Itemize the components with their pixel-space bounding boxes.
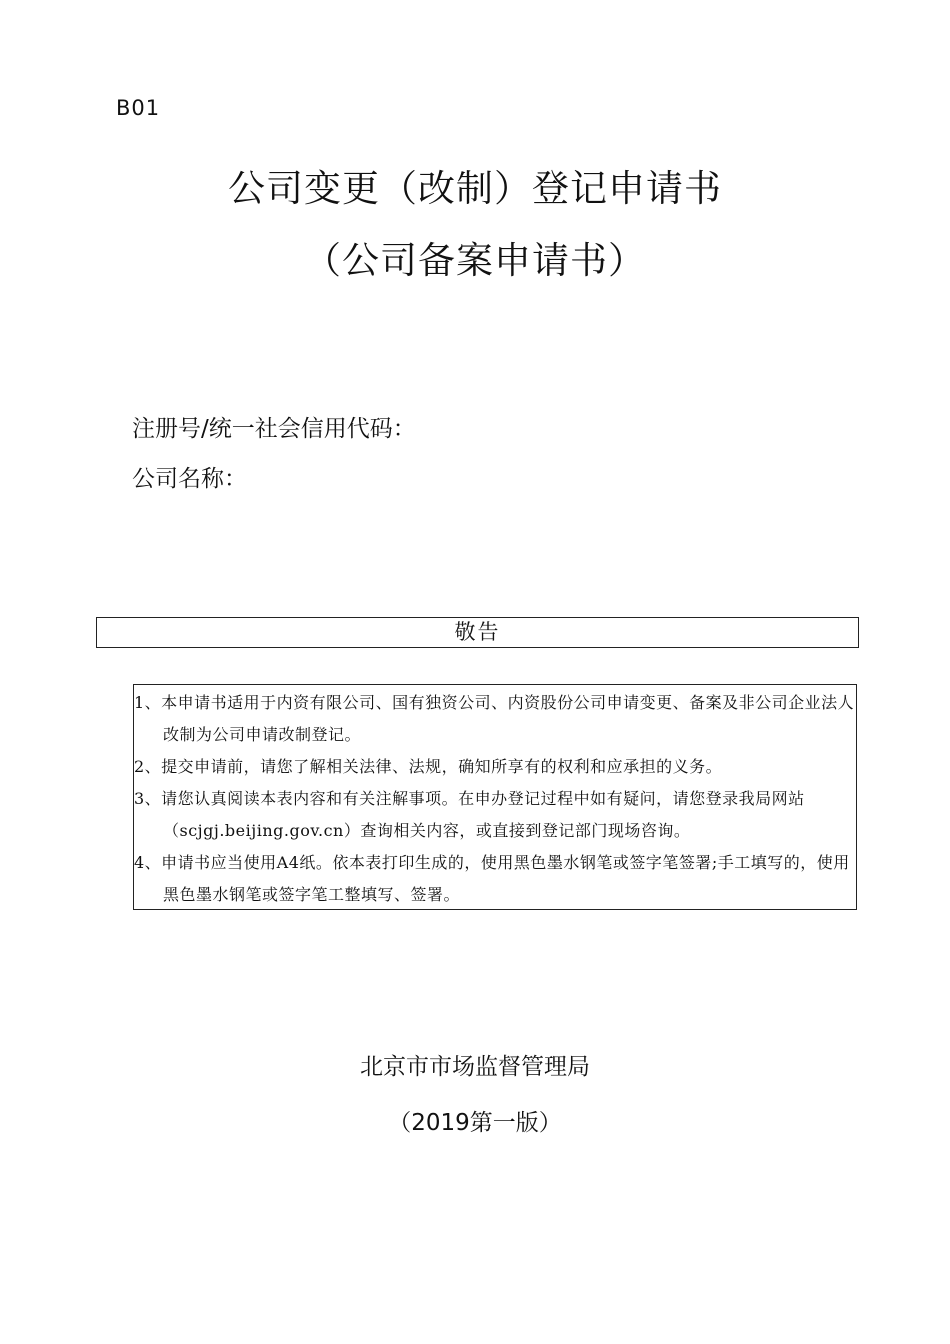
company-name-label: 公司名称： [132, 466, 247, 492]
document-subtitle: （公司备案申请书） [304, 239, 646, 282]
notice-item: 4、申请书应当使用A4纸。依本表打印生成的，使用黑色墨水钢笔或签字笔签署;手工填写的，使用黑色墨水钢笔或签字笔工整填写、签署。 [134, 853, 850, 904]
edition-label: （2019第一版） [388, 1110, 562, 1136]
document-title: 公司变更（改制）登记申请书 [228, 167, 722, 210]
notice-item: 2、提交申请前，请您了解相关法律、法规，确知所享有的权利和应承担的义务。 [134, 757, 723, 776]
registration-number-label: 注册号/统一社会信用代码： [132, 416, 416, 442]
notice-item: 1、本申请书适用于内资有限公司、国有独资公司、内资股份公司申请变更、备案及非公司企业法人改制为公司申请改制登记。 [134, 693, 855, 744]
form-code: B01 [116, 96, 161, 120]
notice-heading: 敬告 [96, 617, 859, 648]
notice-box [133, 684, 857, 910]
issuing-authority: 北京市市场监督管理局 [360, 1054, 590, 1080]
notice-item: 3、请您认真阅读本表内容和有关注解事项。在申办登记过程中如有疑问，请您登录我局网站（scjgj.beijing.gov.cn）查询相关内容，或直接到登记部门现场咨询。 [134, 789, 805, 840]
